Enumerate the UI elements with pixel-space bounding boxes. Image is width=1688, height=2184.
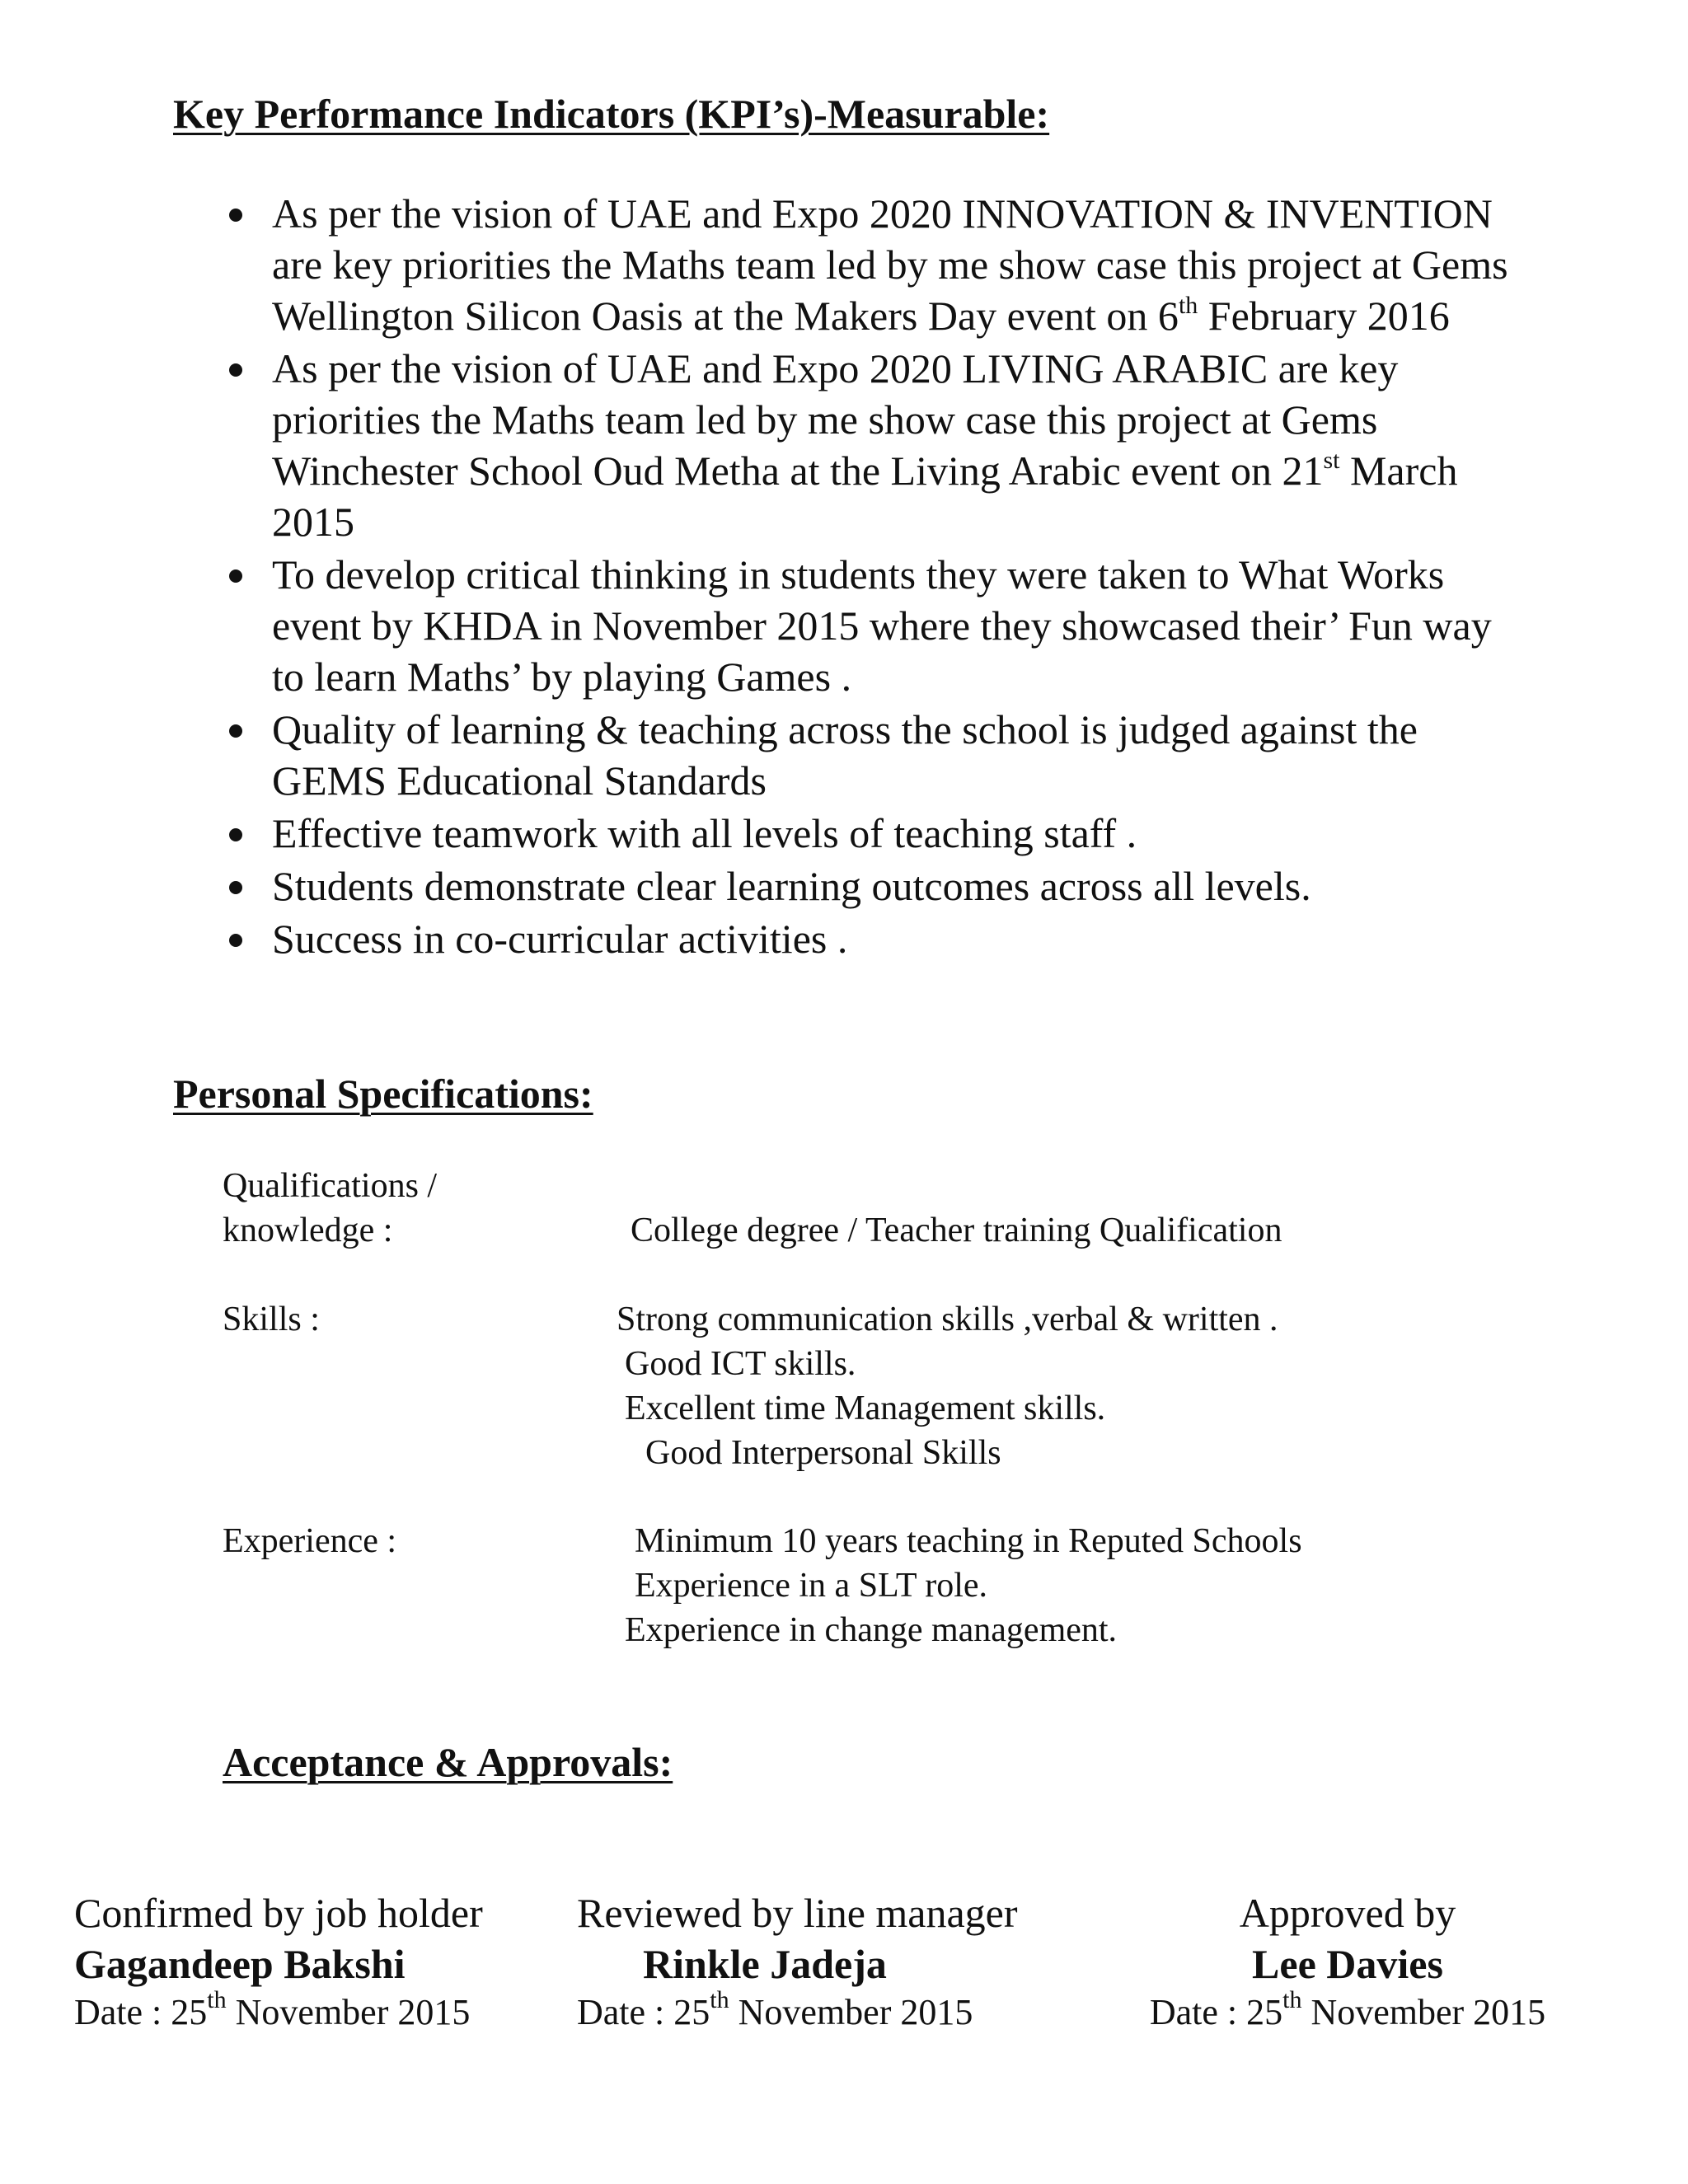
experience-value: Experience in change management. <box>625 1611 1118 1649</box>
kpi-list <box>223 188 1525 966</box>
bullet-icon <box>229 569 242 583</box>
personal-specs-heading: Personal Specifications: <box>173 1071 593 1117</box>
signatory-name: Lee Davies <box>1252 1941 1443 1987</box>
kpi-heading: Key Performance Indicators (KPI’s)-Measurable: <box>173 91 1050 137</box>
signatory-date <box>1133 1986 1562 2036</box>
kpi-item-text: Effective teamwork with all levels of teaching staff . <box>272 810 1137 856</box>
kpi-item-tail: March 2015 <box>272 448 1458 545</box>
kpi-item-tail: February 2016 <box>1198 293 1450 339</box>
signatory-name: Rinkle Jadeja <box>643 1941 887 1987</box>
list-item <box>223 808 1525 859</box>
bullet-icon <box>229 881 242 894</box>
bullet-icon <box>229 828 242 841</box>
list-item <box>223 188 1525 341</box>
date-sup: th <box>710 1986 729 2013</box>
list-item <box>223 913 1525 964</box>
list-item <box>223 860 1525 912</box>
date-suffix: November 2015 <box>226 1992 471 2032</box>
signatory-date <box>577 1986 1018 2036</box>
skills-value: Strong communication skills ,verbal & written . <box>617 1301 1278 1338</box>
approvals-heading: Acceptance & Approvals: <box>223 1739 673 1785</box>
bullet-icon <box>229 209 242 222</box>
bullet-icon <box>229 934 242 947</box>
kpi-item-text: Success in co-curricular activities . <box>272 916 848 962</box>
date-prefix: Date : 25 <box>577 1992 710 2032</box>
signatory-role: Reviewed by line manager <box>577 1890 1018 1936</box>
kpi-item-text: Quality of learning & teaching across the school is judged against the GEMS Educational Standards <box>272 706 1418 804</box>
date-suffix: November 2015 <box>1301 1992 1546 2032</box>
signatory-job-holder <box>74 1887 483 2036</box>
signatory-role: Approved by <box>1239 1890 1456 1936</box>
qualifications-label-line2: knowledge : <box>223 1212 393 1249</box>
bullet-icon <box>229 724 242 738</box>
list-item <box>223 704 1525 806</box>
skills-value: Good Interpersonal Skills <box>645 1434 1001 1472</box>
kpi-item-sup: th <box>1178 292 1198 319</box>
list-item <box>223 549 1525 702</box>
list-item <box>223 343 1525 547</box>
signatory-approver <box>1133 1887 1562 2036</box>
kpi-item-text: As per the vision of UAE and Expo 2020 INNOVATION & INVENTION are key priorities the Maths team led by me show case this project at Gems Wellington Silicon Oasis at the Makers Day event on 6 <box>272 190 1508 339</box>
date-sup: th <box>207 1986 227 2013</box>
signatory-date <box>74 1986 483 2036</box>
date-sup: th <box>1282 1986 1302 2013</box>
kpi-item-sup: st <box>1323 447 1340 474</box>
experience-label: Experience : <box>223 1522 397 1560</box>
experience-value: Minimum 10 years teaching in Reputed Schools <box>635 1522 1302 1560</box>
experience-value: Experience in a SLT role. <box>635 1567 988 1605</box>
kpi-item-text: As per the vision of UAE and Expo 2020 LIVING ARABIC are key priorities the Maths team led by me show case this project at Gems Winchester School Oud Metha at the Living Arabic event on 21 <box>272 345 1399 494</box>
skills-value: Excellent time Management skills. <box>625 1390 1106 1427</box>
date-prefix: Date : 25 <box>74 1992 208 2032</box>
date-prefix: Date : 25 <box>1149 1992 1283 2032</box>
signatory-role: Confirmed by job holder <box>74 1890 483 1936</box>
kpi-item-text: To develop critical thinking in students they were taken to What Works event by KHDA in November 2015 where they showcased their’ Fun way to learn Maths’ by playing Games . <box>272 551 1492 700</box>
signatory-line-manager <box>577 1887 1018 2036</box>
skills-value: Good ICT skills. <box>625 1345 856 1383</box>
qualifications-label-line1: Qualifications / <box>223 1167 438 1205</box>
date-suffix: November 2015 <box>729 1992 973 2032</box>
signatory-name: Gagandeep Bakshi <box>74 1941 406 1987</box>
qualifications-value: College degree / Teacher training Qualification <box>631 1212 1282 1249</box>
kpi-item-text: Students demonstrate clear learning outcomes across all levels. <box>272 863 1311 909</box>
bullet-icon <box>229 363 242 377</box>
skills-label: Skills : <box>223 1301 320 1338</box>
